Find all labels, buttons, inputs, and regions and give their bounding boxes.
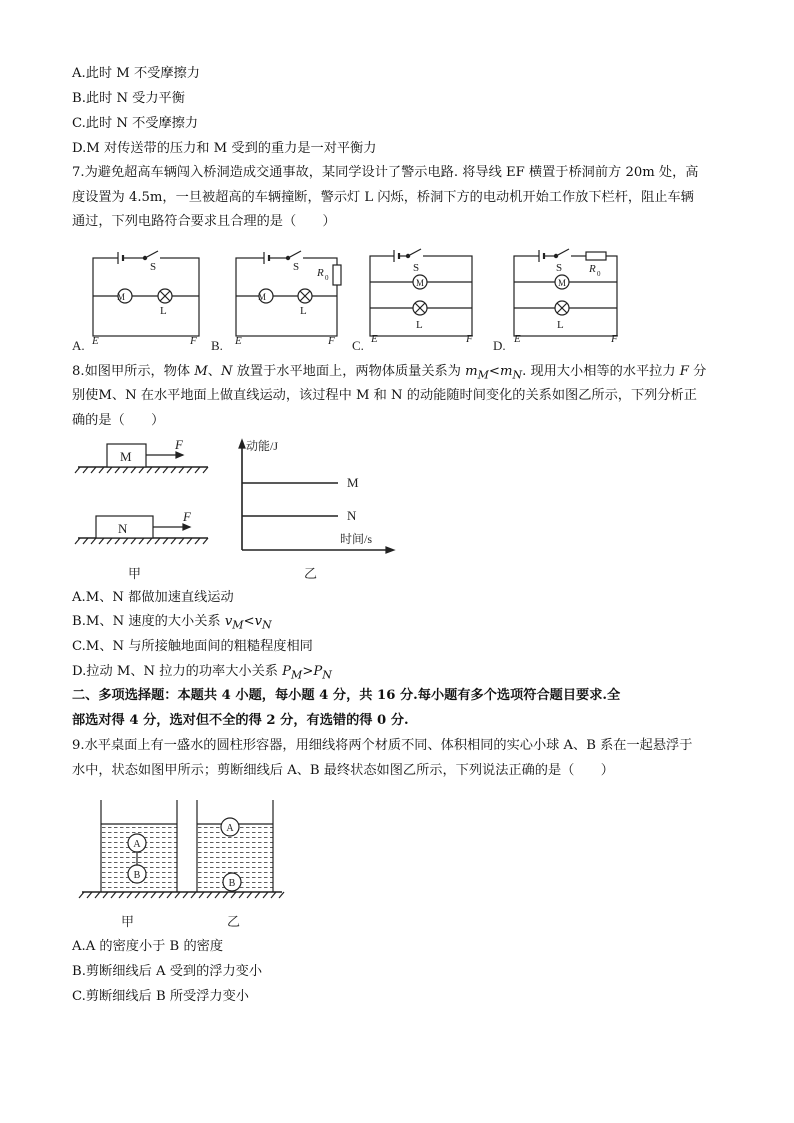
q9-option-c: C.剪断细线后 B 所受浮力变小 — [72, 989, 249, 1004]
q9-stem-line2: 水中，状态如图甲所示；剪断细线后 A、B 最终状态如图乙所示，下列说法正确的是（ ） — [72, 763, 614, 778]
caption-yi: 乙 — [227, 914, 241, 929]
line-n-label: N — [347, 508, 357, 523]
label-l: L — [416, 319, 423, 331]
label-s: S — [150, 261, 157, 273]
label-l: L — [557, 319, 564, 331]
q8-stem-line2: 别使M、N 在水平地面上做直线运动，该过程中 M 和 N 的动能随时间变化的关系如图乙所示，下列分析正 — [72, 388, 697, 403]
option-label-c: C. — [352, 338, 364, 353]
q9-option-a: A.A 的密度小于 B 的密度 — [72, 939, 224, 954]
line-m-label: M — [347, 475, 359, 490]
q6-option-a: A.此时 M 不受摩擦力 — [72, 66, 200, 81]
caption-yi: 乙 — [304, 566, 318, 581]
label-r0-sub: 0 — [325, 274, 329, 282]
block-m-label: M — [120, 449, 132, 464]
q8-option-b: B.M、N 速度的大小关系 $v_M<v_N$ — [72, 614, 272, 632]
label-s: S — [293, 261, 300, 273]
label-f: F — [328, 335, 335, 347]
option-label-a: A. — [72, 338, 85, 353]
q6-option-c: C.此时 N 不受摩擦力 — [72, 116, 199, 131]
ball-b-label: B — [133, 870, 141, 881]
ke-axis-label: 动能/J — [246, 439, 279, 453]
label-e: E — [235, 335, 242, 347]
label-m: M — [416, 278, 425, 288]
label-l: L — [160, 305, 167, 317]
option-label-b: B. — [211, 338, 223, 353]
q6-option-d: D.M 对传送带的压力和 M 受到的重力是一对平衡力 — [72, 141, 377, 156]
label-f: F — [466, 333, 473, 345]
ball-b-label: B — [228, 878, 236, 889]
ball-a-label: A — [133, 839, 141, 850]
q7-stem-line1: 7.为避免超高车辆闯入桥洞造成交通事故，某同学设计了警示电路. 将导线 EF 横置于桥洞前方 20m 处，高 — [72, 165, 699, 180]
q8-option-a: A.M、N 都做加速直线运动 — [72, 590, 234, 605]
force-label: F — [175, 437, 183, 452]
label-s: S — [556, 262, 563, 274]
label-m: M — [116, 292, 126, 302]
caption-jia: 甲 — [121, 914, 135, 929]
q8-stem-line3: 确的是（ ） — [72, 413, 165, 428]
q6-option-b: B.此时 N 受力平衡 — [72, 91, 185, 106]
label-s: S — [413, 262, 420, 274]
label-r0: R — [589, 263, 596, 275]
label-e: E — [371, 333, 378, 345]
force-label: F — [183, 509, 191, 524]
q7-stem-line2: 度设置为 4.5m，一旦被超高的车辆撞断，警示灯 L 闪烁，桥洞下方的电动机开始工作放下栏杆，阻止车辆 — [72, 190, 694, 205]
label-m: M — [558, 278, 567, 288]
label-f: F — [611, 333, 618, 345]
q9-option-b: B.剪断细线后 A 受到的浮力变小 — [72, 964, 263, 979]
section2-heading-line1: 二、多项选择题：本题共 4 小题，每小题 4 分，共 16 分.每小题有多个选项符合题目要求.全 — [72, 688, 621, 703]
label-f: F — [190, 335, 197, 347]
q9-stem-line1: 9.水平桌面上有一盛水的圆柱形容器，用细线将两个材质不同、体积相同的实心小球 A、B 系在一起悬浮于 — [72, 738, 693, 753]
label-e: E — [92, 335, 99, 347]
ball-a-label: A — [226, 823, 234, 834]
q8-stem-line1: 8.如图甲所示，物体 M、N 放置于水平地面上，两物体质量关系为 $m_M<m_N$. 现用大小相等的水平拉力 F 分 — [72, 364, 707, 382]
q7-stem-line3: 通过，下列电路符合要求且合理的是（ ） — [72, 214, 336, 229]
q8-option-c: C.M、N 与所接触地面间的粗糙程度相同 — [72, 639, 313, 654]
section2-heading-line2: 部选对得 4 分，选对但不全的得 2 分，有选错的得 0 分. — [72, 713, 409, 728]
caption-jia: 甲 — [128, 566, 142, 581]
option-label-d: D. — [493, 338, 506, 353]
block-n-label: N — [118, 521, 128, 536]
q8-option-d: D.拉动 M、N 拉力的功率大小关系 $P_M>P_N$ — [72, 664, 332, 682]
time-axis-label: 时间/s — [340, 532, 373, 546]
label-m: M — [257, 292, 267, 302]
label-l: L — [300, 305, 307, 317]
label-r0: R — [317, 267, 324, 279]
label-e: E — [514, 333, 521, 345]
label-r0-sub: 0 — [597, 270, 601, 278]
